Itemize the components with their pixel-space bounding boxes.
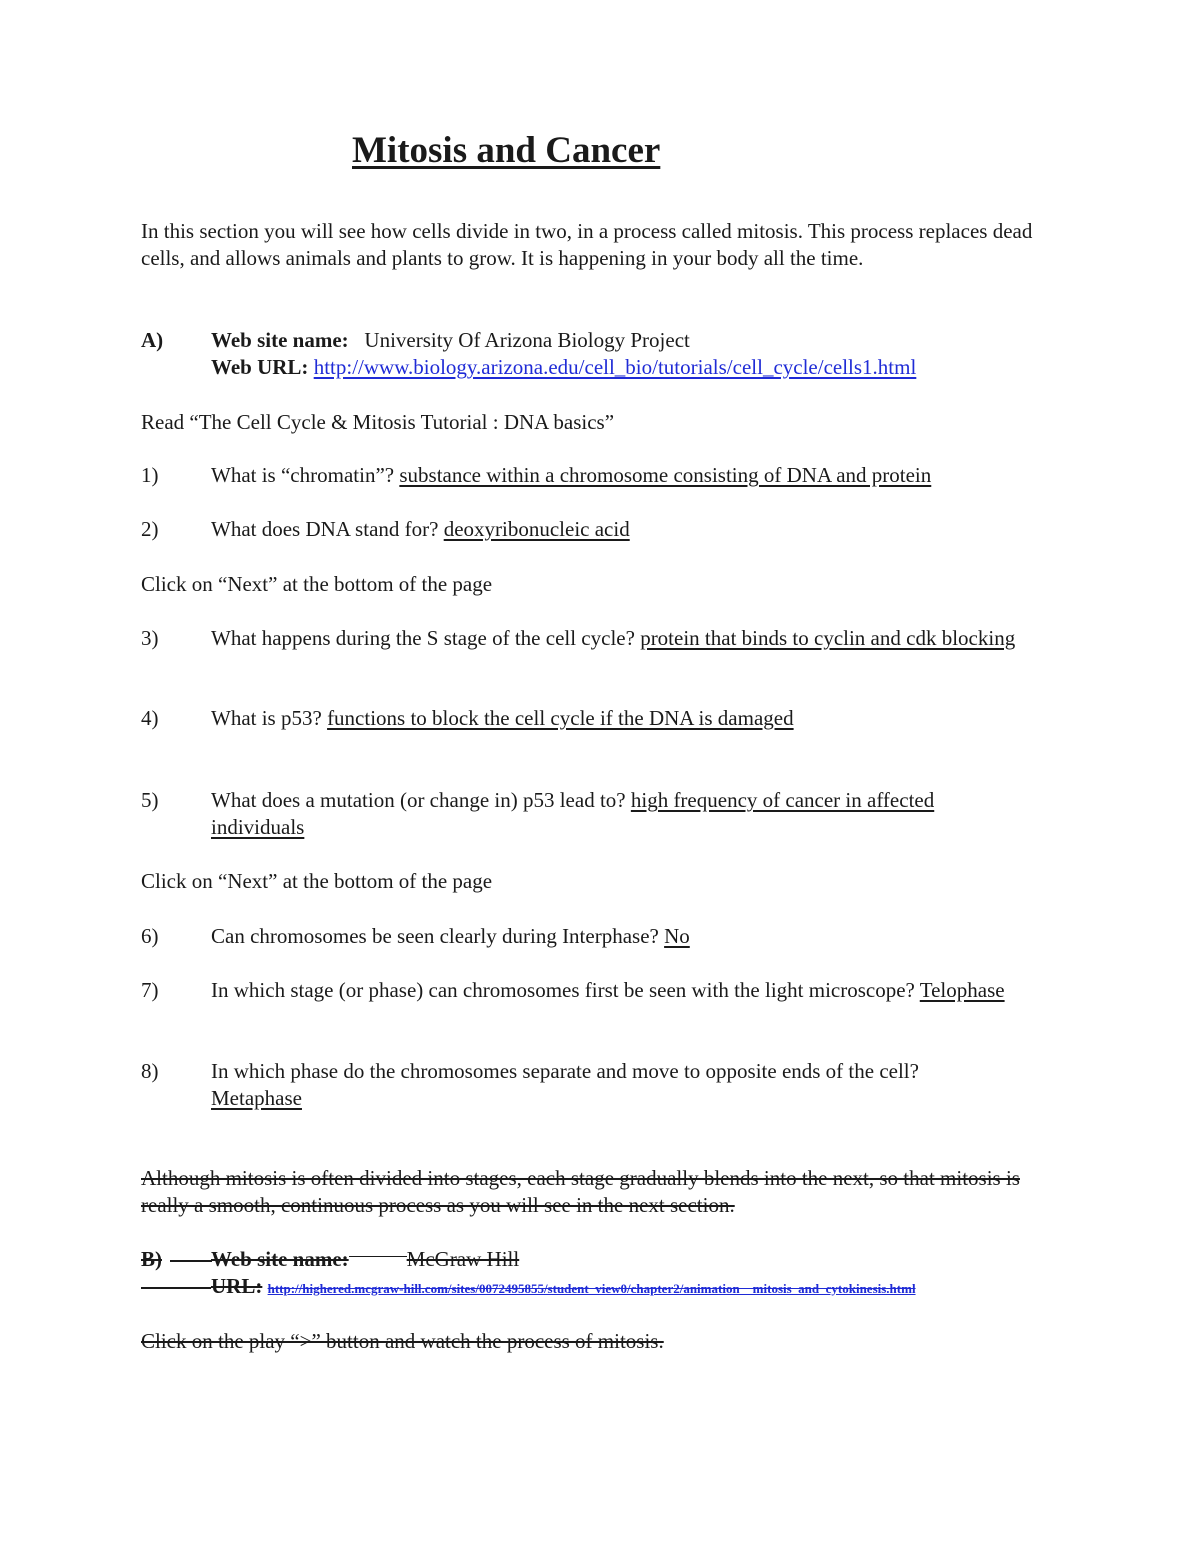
web-url-label: Web URL: xyxy=(211,355,309,379)
answer-text: deoxyribonucleic acid xyxy=(443,517,630,541)
section-b-site xyxy=(211,1246,1041,1273)
next-instruction-2: Click on “Next” at the bottom of the page xyxy=(141,869,493,893)
question-text: What does DNA stand for? xyxy=(211,517,444,541)
answer-text: high frequency of cancer in affected individuals xyxy=(211,788,935,839)
read-instruction: Read “The Cell Cycle & Mitosis Tutorial : DNA basics” xyxy=(141,410,615,434)
strike-gap xyxy=(349,1256,407,1257)
answer-text: Metaphase xyxy=(211,1086,302,1110)
next-instruction: Click on “Next” at the bottom of the page xyxy=(141,572,493,596)
question-6 xyxy=(211,923,1041,950)
question-4 xyxy=(211,705,1041,732)
question-5 xyxy=(211,787,1031,841)
question-number: 6) xyxy=(141,924,159,948)
site-name-label: Web site name: xyxy=(211,1247,349,1271)
strike-line xyxy=(170,1260,212,1262)
question-text: In which phase do the chromosomes separate and move to opposite ends of the cell? xyxy=(211,1059,919,1083)
question-number: 2) xyxy=(141,517,159,541)
question-8 xyxy=(211,1058,1011,1112)
answer-text: functions to block the cell cycle if the DNA is damaged xyxy=(327,706,794,730)
page-title: Mitosis and Cancer xyxy=(352,130,661,171)
site-name-label: Web site name: xyxy=(211,328,349,352)
site-name-value: University Of Arizona Biology Project xyxy=(364,328,690,352)
mcgraw-url-link[interactable]: http://highered.mcgraw-hill.com/sites/0072495855/student_view0/chapter2/animation__mitosis_and_cytokinesis.html xyxy=(267,1281,916,1296)
url-label: URL: xyxy=(211,1274,263,1298)
question-text: Can chromosomes be seen clearly during Interphase? xyxy=(211,924,665,948)
question-text: What does a mutation (or change in) p53 lead to? xyxy=(211,788,631,812)
question-2 xyxy=(211,516,1041,543)
answer-text: protein that binds to cyclin and cdk blocking xyxy=(640,626,1016,650)
question-text: In which stage (or phase) can chromosomes first be seen with the light microscope? xyxy=(211,978,920,1002)
section-b-label: B) xyxy=(141,1247,162,1271)
section-a-url-row xyxy=(211,354,1041,381)
section-a-label: A) xyxy=(141,328,164,352)
question-text: What is “chromatin”? xyxy=(211,463,400,487)
intro-paragraph: In this section you will see how cells divide in two, in a process called mitosis. This process replaces dead cells, and allows animals and plants to grow. It is happening in your body all the time. xyxy=(141,219,1033,270)
answer-text: substance within a chromosome consisting of DNA and protein xyxy=(399,463,932,487)
question-number: 4) xyxy=(141,706,159,730)
question-7 xyxy=(211,977,1011,1004)
question-number: 7) xyxy=(141,978,159,1002)
play-instruction: Click on the play “>” button and watch the process of mitosis. xyxy=(141,1329,664,1353)
site-name-value: McGraw Hill xyxy=(406,1247,520,1271)
question-3 xyxy=(141,625,1033,652)
question-1 xyxy=(211,462,1041,489)
web-url-link[interactable]: http://www.biology.arizona.edu/cell_bio/tutorials/cell_cycle/cells1.html xyxy=(313,355,917,379)
question-text: What happens during the S stage of the cell cycle? xyxy=(211,626,641,650)
struck-paragraph: Although mitosis is often divided into stages, each stage gradually blends into the next, so that mitosis is really a smooth, continuous process as you will see in the next section. xyxy=(141,1166,1020,1217)
question-number: 1) xyxy=(141,463,159,487)
question-number: 5) xyxy=(141,788,159,812)
strike-line xyxy=(141,1287,211,1289)
section-a-site xyxy=(211,327,1041,354)
question-number: 8) xyxy=(141,1059,159,1083)
answer-text: No xyxy=(664,924,690,948)
answer-text: Telophase xyxy=(919,978,1005,1002)
question-number: 3) xyxy=(141,626,159,650)
question-text: What is p53? xyxy=(211,706,328,730)
section-b-url-row xyxy=(211,1273,1041,1302)
